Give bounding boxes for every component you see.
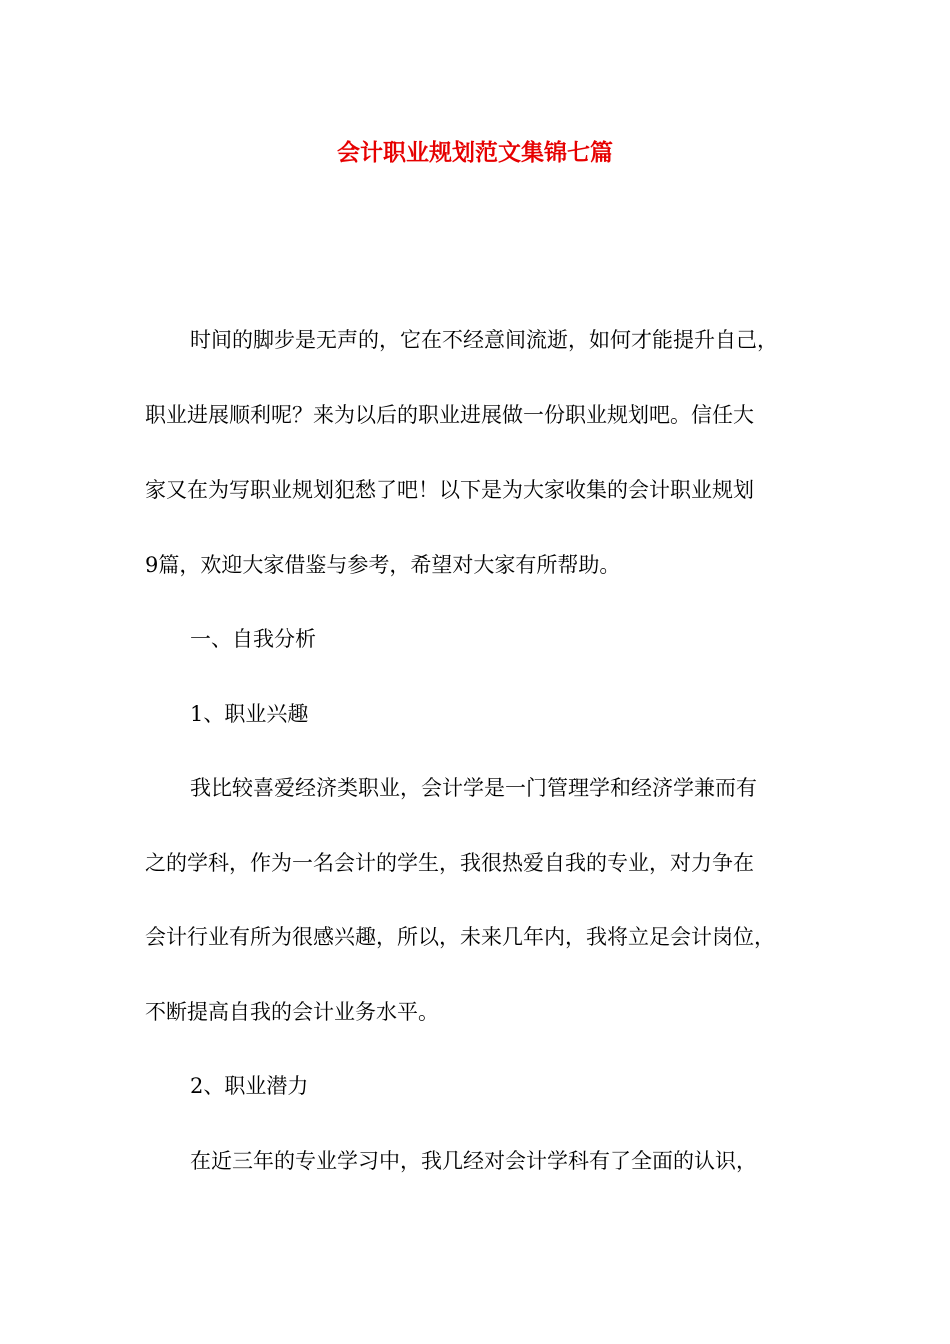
- paragraph-line: 家又在为写职业规划犯愁了吧！以下是为大家收集的会计职业规划: [145, 478, 754, 502]
- paragraph-line: 在近三年的专业学习中，我几经对会计学科有了全面的认识，: [190, 1149, 757, 1173]
- paragraph-line: 我比较喜爱经济类职业，会计学是一门管理学和经济学兼而有: [190, 776, 757, 800]
- paragraph-line: 9篇，欢迎大家借鉴与参考，希望对大家有所帮助。: [145, 553, 621, 577]
- paragraph-line: 职业进展顺利呢？来为以后的职业进展做一份职业规划吧。信任大: [145, 403, 754, 427]
- paragraph-line: 时间的脚步是无声的，它在不经意间流逝，如何才能提升自己，: [190, 328, 778, 352]
- subsection-heading: 2、职业潜力: [190, 1074, 309, 1098]
- section-heading: 一、自我分析: [190, 627, 316, 651]
- paragraph-line: 会计行业有所为很感兴趣，所以，未来几年内，我将立足会计岗位，: [145, 925, 775, 949]
- paragraph-line: 不断提高自我的会计业务水平。: [145, 1000, 439, 1024]
- subsection-heading: 1、职业兴趣: [190, 702, 309, 726]
- document-title: 会计职业规划范文集锦七篇: [337, 140, 613, 166]
- paragraph-line: 之的学科，作为一名会计的学生，我很热爱自我的专业，对力争在: [145, 851, 754, 875]
